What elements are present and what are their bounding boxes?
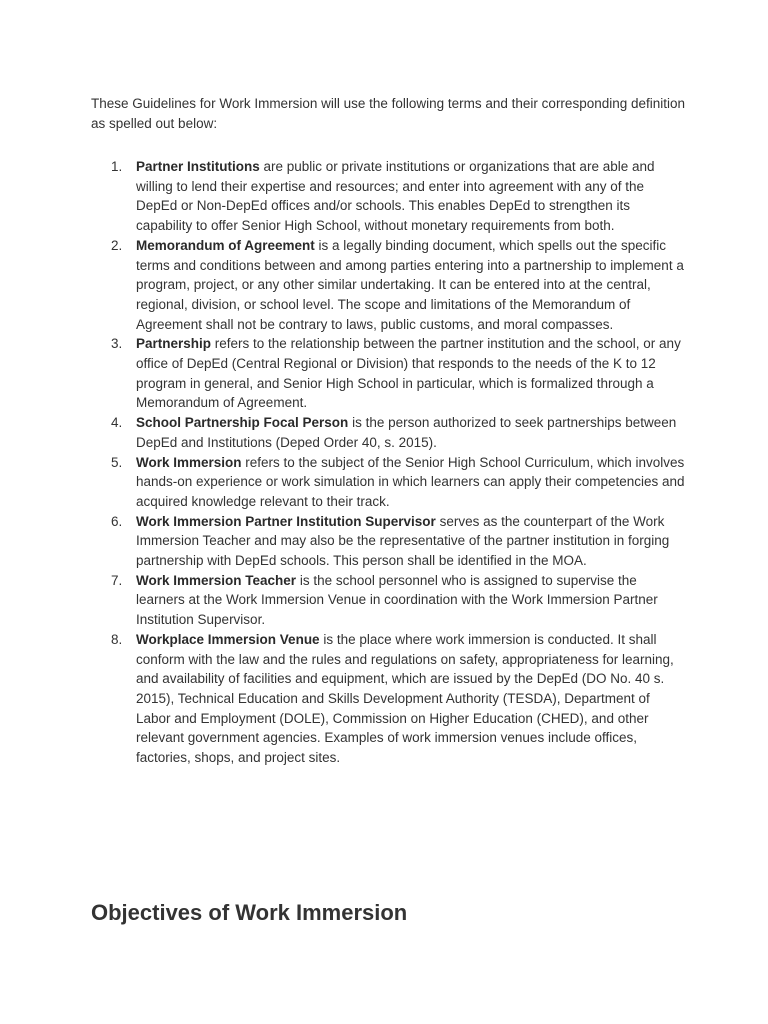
definitions-list [91,157,687,768]
list-item [91,630,687,768]
list-item [91,157,687,236]
section-heading: Objectives of Work Immersion [91,900,408,925]
definition-text: is the place where work immersion is conducted. It shall conform with the law and the rules and regulations on safety, appropriateness for learning, and availability of facilities and equipment, which are issued by the DepEd (DO No. 40 s. 2015), Technical Education and Skills Development Authority (TESDA), Department of Labor and Employment (DOLE), Commission on Higher Education (CHED), and other relevant government agencies. Examples of work immersion venues include offices, factories, shops, and project sites. [136,631,674,766]
definition-text: refers to the relationship between the partner institution and the school, or any office of DepEd (Central Regional or Division) that responds to the needs of the K to 12 program in general, and Senior High School in particular, which is formalized through a Memorandum of Agreement. [136,336,681,411]
list-item [91,512,687,571]
definition-term: Memorandum of Agreement [136,237,315,253]
definition-term: School Partnership Focal Person [136,415,349,431]
list-item-number: 1. [111,159,123,174]
definition-term: Work Immersion Teacher [136,572,297,588]
list-item [91,571,687,630]
list-item-number: 7. [111,572,123,588]
definition-term: Workplace Immersion Venue [136,631,320,647]
list-item [91,453,687,512]
definition-text: is a legally binding document, which spells out the specific terms and conditions between and among parties entering into a partnership to implement a program, project, or any other similar undertaking. It can be entered into at the central, regional, division, or school level. The scope and limitations of the Memorandum of Agreement shall not be contrary to laws, public customs, and moral compasses. [136,237,684,332]
list-item-number: 5. [111,454,123,470]
definition-term: Partner Institutions [136,159,260,174]
definition-text: serves as the counterpart of the Work Immersion Teacher and may also be the representative of the partner institution in forging partnership with DepEd schools. This person shall be identified in the MOA. [136,513,670,569]
definition-term: Work Immersion [136,454,242,470]
definition-term: Partnership [136,336,212,352]
list-item [91,413,687,452]
list-item-number: 3. [111,336,123,352]
list-item-number: 8. [111,631,123,647]
list-item-number: 6. [111,513,123,529]
intro-paragraph: These Guidelines for Work Immersion will use the following terms and their corresponding definition as spelled out below: [91,96,686,131]
definition-text: are public or private institutions or organizations that are able and willing to lend their expertise and resources; and enter into agreement with any of the DepEd or Non-DepEd offices and/or schools. This enables DepEd to strengthen its capability to offer Senior High School, without monetary requirements from both. [136,159,655,234]
definition-term: Work Immersion Partner Institution Supervisor [136,513,436,529]
definition-text: refers to the subject of the Senior High School Curriculum, which involves hands-on experience or work simulation in which learners can apply their competencies and acquired knowledge relevant to their track. [136,454,685,509]
definition-text: is the school personnel who is assigned to supervise the learners at the Work Immersion Venue in coordination with the Work Immersion Partner Institution Supervisor. [136,572,658,628]
list-item [91,334,687,413]
list-item-number: 2. [111,237,123,253]
list-item-number: 4. [111,415,123,431]
list-item [91,236,687,335]
definition-text: is the person authorized to seek partnerships between DepEd and Institutions (Deped Order 40, s. 2015). [136,415,677,450]
